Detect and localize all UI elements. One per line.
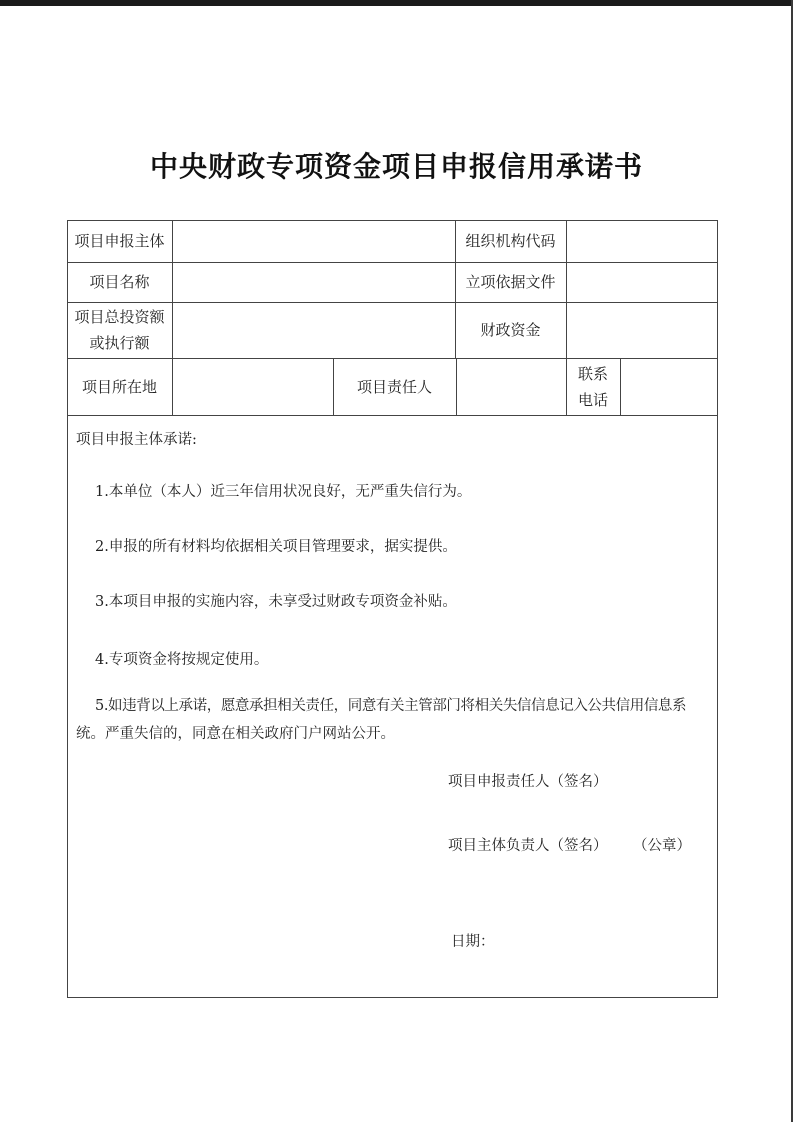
pledge-item-1: 1.本单位（本人）近三年信用状况良好，无严重失信行为。 xyxy=(95,484,472,500)
pledge-item-5-line2: 统。严重失信的，同意在相关政府门户网站公开。 xyxy=(76,726,395,742)
fiscal-fund-label: 财政资金 xyxy=(480,321,541,339)
document-title: 中央财政专项资金项目申报信用承诺书 xyxy=(149,150,643,183)
pledge-item-4: 4.专项资金将按规定使用。 xyxy=(95,652,269,668)
date-label: 日期： xyxy=(451,934,495,950)
project-name-field[interactable] xyxy=(173,263,455,302)
entity-head-signature: 项目主体负责人（签名） xyxy=(448,838,608,854)
project-name-label: 项目名称 xyxy=(89,273,150,291)
applicant-field[interactable] xyxy=(173,221,455,262)
pledge-item-5-line1: 5.如违背以上承诺，愿意承担相关责任，同意有关主管部门将相关失信信息记入公共信用信息系 xyxy=(95,698,687,714)
responsible-field[interactable] xyxy=(457,359,566,415)
basis-doc-label: 立项依据文件 xyxy=(465,273,556,291)
phone-label-line2: 电话 xyxy=(577,390,608,409)
total-investment-label-line2: 或执行额 xyxy=(89,334,150,352)
applicant-label: 项目申报主体 xyxy=(74,232,165,250)
table-border-right xyxy=(717,220,718,998)
pledge-item-2: 2.申报的所有材料均依据相关项目管理要求，据实提供。 xyxy=(95,539,457,555)
basis-doc-field[interactable] xyxy=(567,263,717,302)
org-code-field[interactable] xyxy=(567,221,717,262)
applicant-responsible-signature: 项目申报责任人（签名） xyxy=(448,774,608,790)
pledge-heading: 项目申报主体承诺: xyxy=(76,432,197,448)
phone-field[interactable] xyxy=(621,359,717,415)
phone-label-line1: 联系 xyxy=(577,364,608,383)
pledge-item-3: 3.本项目申报的实施内容，未享受过财政专项资金补贴。 xyxy=(95,594,457,610)
official-seal: （公章） xyxy=(633,838,691,854)
scan-top-edge xyxy=(0,0,793,6)
location-label: 项目所在地 xyxy=(81,377,157,396)
table-row-divider xyxy=(67,415,718,416)
responsible-label: 项目责任人 xyxy=(356,377,432,396)
total-investment-label-line1: 项目总投资额 xyxy=(74,308,165,326)
fiscal-fund-field[interactable] xyxy=(567,303,717,358)
org-code-label: 组织机构代码 xyxy=(465,232,556,250)
table-border-bottom xyxy=(67,997,718,998)
total-investment-field[interactable] xyxy=(173,303,455,358)
phone-label xyxy=(566,358,620,415)
location-field[interactable] xyxy=(173,359,333,415)
total-investment-label xyxy=(67,302,172,358)
